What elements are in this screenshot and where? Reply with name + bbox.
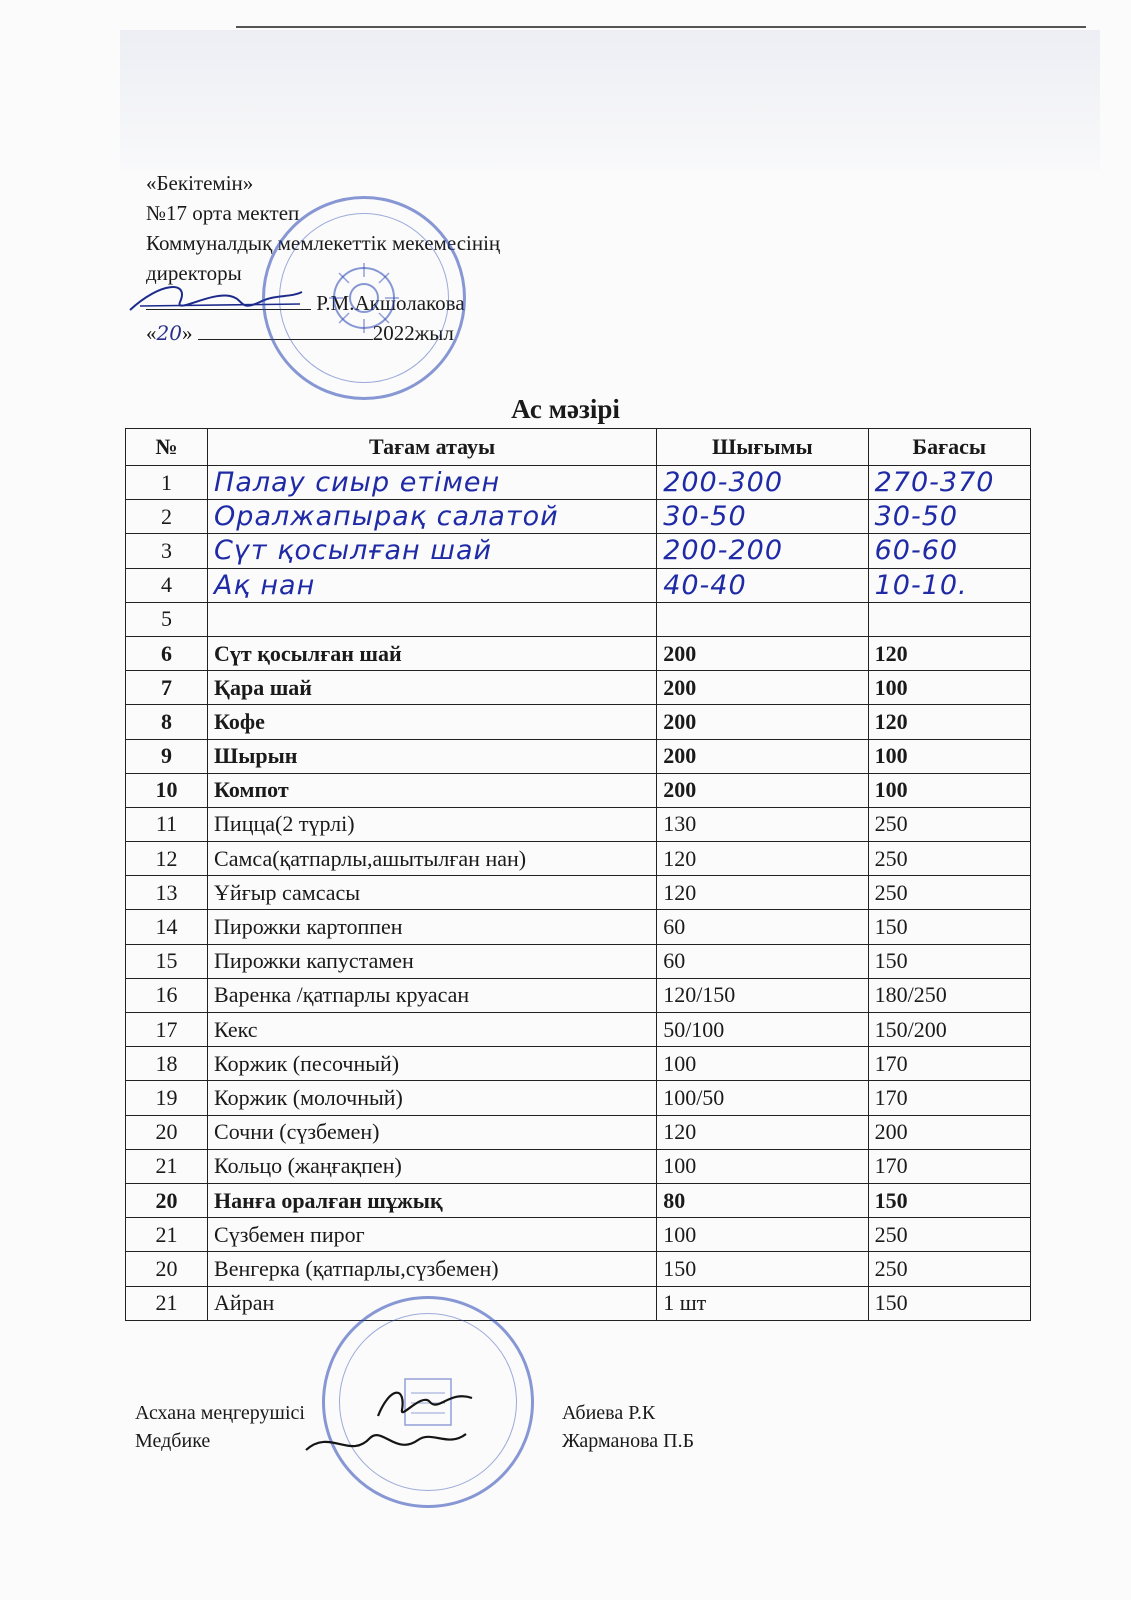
row-yield: 120 bbox=[657, 1115, 868, 1149]
date-day: 20 bbox=[156, 321, 182, 345]
row-dish-name: Кекс bbox=[208, 1013, 657, 1047]
row-dish-name: Оралжапырақ салатой bbox=[208, 500, 657, 534]
row-number: 10 bbox=[126, 773, 208, 807]
row-price: 150 bbox=[868, 944, 1030, 978]
row-price: 100 bbox=[868, 773, 1030, 807]
row-number: 21 bbox=[126, 1218, 208, 1252]
row-dish-name: Компот bbox=[208, 773, 657, 807]
table-row bbox=[126, 1218, 1031, 1252]
row-price: 180/250 bbox=[868, 978, 1030, 1012]
nurse-name: Жарманова П.Б bbox=[562, 1430, 695, 1452]
table-row bbox=[126, 1183, 1031, 1217]
row-number: 11 bbox=[126, 807, 208, 841]
row-price: 170 bbox=[868, 1081, 1030, 1115]
director-position: директоры bbox=[146, 261, 242, 285]
row-yield bbox=[657, 602, 868, 636]
row-number: 15 bbox=[126, 944, 208, 978]
scan-shadow-band bbox=[120, 30, 1100, 170]
row-yield: 120 bbox=[657, 876, 868, 910]
date-quote-close: » bbox=[181, 321, 193, 345]
row-number: 3 bbox=[126, 534, 208, 568]
row-yield: 100 bbox=[657, 1149, 868, 1183]
row-yield: 120/150 bbox=[657, 978, 868, 1012]
row-price bbox=[868, 602, 1030, 636]
row-dish-name: Пирожки картоппен bbox=[208, 910, 657, 944]
table-row bbox=[126, 1286, 1031, 1320]
nurse-signature bbox=[300, 1420, 470, 1465]
row-dish-name: Ұйғыр самсасы bbox=[208, 876, 657, 910]
row-price: 250 bbox=[868, 1252, 1030, 1286]
header-yield: Шығымы bbox=[657, 429, 868, 466]
row-number: 4 bbox=[126, 568, 208, 602]
row-price: 100 bbox=[868, 671, 1030, 705]
canteen-manager-name: Абиева Р.К bbox=[562, 1402, 656, 1424]
row-yield: 200 bbox=[657, 636, 868, 670]
row-yield: 100/50 bbox=[657, 1081, 868, 1115]
table-row bbox=[126, 910, 1031, 944]
row-yield: 1 шт bbox=[657, 1286, 868, 1320]
header-number: № bbox=[126, 429, 208, 466]
canteen-manager-label: Асхана меңгерушісі bbox=[135, 1402, 305, 1424]
row-yield: 30-50 bbox=[657, 500, 868, 534]
row-yield: 100 bbox=[657, 1047, 868, 1081]
row-dish-name: Коржик (песочный) bbox=[208, 1047, 657, 1081]
row-price: 150/200 bbox=[868, 1013, 1030, 1047]
row-price: 250 bbox=[868, 876, 1030, 910]
row-price: 200 bbox=[868, 1115, 1030, 1149]
row-number: 21 bbox=[126, 1149, 208, 1183]
menu-title: Ас мәзірі bbox=[511, 394, 620, 424]
row-yield: 60 bbox=[657, 910, 868, 944]
row-number: 17 bbox=[126, 1013, 208, 1047]
table-row bbox=[126, 534, 1031, 568]
row-dish-name: Кофе bbox=[208, 705, 657, 739]
table-row bbox=[126, 739, 1031, 773]
canteen-manager-signature bbox=[370, 1380, 480, 1425]
approval-title: «Бекітемін» bbox=[146, 171, 254, 195]
date-year: 2022жыл bbox=[372, 321, 454, 345]
row-yield: 80 bbox=[657, 1183, 868, 1217]
row-price: 120 bbox=[868, 636, 1030, 670]
row-number: 19 bbox=[126, 1081, 208, 1115]
table-row bbox=[126, 568, 1031, 602]
table-row bbox=[126, 944, 1031, 978]
row-dish-name: Кольцо (жаңғақпен) bbox=[208, 1149, 657, 1183]
table-row bbox=[126, 466, 1031, 500]
row-number: 9 bbox=[126, 739, 208, 773]
row-price: 30-50 bbox=[868, 500, 1030, 534]
row-yield: 60 bbox=[657, 944, 868, 978]
table-row bbox=[126, 1047, 1031, 1081]
row-price: 250 bbox=[868, 807, 1030, 841]
row-price: 150 bbox=[868, 1183, 1030, 1217]
row-number: 18 bbox=[126, 1047, 208, 1081]
row-yield: 200 bbox=[657, 773, 868, 807]
row-yield: 200-200 bbox=[657, 534, 868, 568]
row-price: 150 bbox=[868, 910, 1030, 944]
row-dish-name: Сүт қосылған шай bbox=[208, 534, 657, 568]
row-number: 12 bbox=[126, 842, 208, 876]
row-price: 60-60 bbox=[868, 534, 1030, 568]
table-header-row bbox=[126, 429, 1031, 466]
row-number: 5 bbox=[126, 602, 208, 636]
row-number: 20 bbox=[126, 1252, 208, 1286]
row-price: 10-10. bbox=[868, 568, 1030, 602]
row-number: 2 bbox=[126, 500, 208, 534]
table-row bbox=[126, 1149, 1031, 1183]
row-number: 21 bbox=[126, 1286, 208, 1320]
date-quote-open: « bbox=[146, 321, 157, 345]
director-name: Р.М.Акшолакова bbox=[316, 291, 465, 315]
row-price: 250 bbox=[868, 842, 1030, 876]
row-yield: 200 bbox=[657, 739, 868, 773]
row-number: 14 bbox=[126, 910, 208, 944]
institution-name: Коммуналдық мемлекеттік мекемесінің bbox=[146, 231, 501, 255]
row-number: 7 bbox=[126, 671, 208, 705]
row-price: 150 bbox=[868, 1286, 1030, 1320]
row-number: 13 bbox=[126, 876, 208, 910]
row-dish-name: Сочни (сүзбемен) bbox=[208, 1115, 657, 1149]
row-number: 20 bbox=[126, 1115, 208, 1149]
table-row bbox=[126, 500, 1031, 534]
row-dish-name: Ақ нан bbox=[208, 568, 657, 602]
row-dish-name: Венгерка (қатпарлы,сүзбемен) bbox=[208, 1252, 657, 1286]
row-price: 170 bbox=[868, 1047, 1030, 1081]
row-yield: 150 bbox=[657, 1252, 868, 1286]
table-row bbox=[126, 602, 1031, 636]
row-dish-name: Пирожки капустамен bbox=[208, 944, 657, 978]
row-number: 8 bbox=[126, 705, 208, 739]
table-row bbox=[126, 705, 1031, 739]
row-yield: 50/100 bbox=[657, 1013, 868, 1047]
row-number: 20 bbox=[126, 1183, 208, 1217]
row-dish-name: Шырын bbox=[208, 739, 657, 773]
table-row bbox=[126, 671, 1031, 705]
row-number: 1 bbox=[126, 466, 208, 500]
row-dish-name: Сүт қосылған шай bbox=[208, 636, 657, 670]
row-price: 100 bbox=[868, 739, 1030, 773]
row-yield: 40-40 bbox=[657, 568, 868, 602]
table-row bbox=[126, 1081, 1031, 1115]
row-yield: 130 bbox=[657, 807, 868, 841]
row-price: 120 bbox=[868, 705, 1030, 739]
row-dish-name: Пицца(2 түрлі) bbox=[208, 807, 657, 841]
row-dish-name: Сүзбемен пирог bbox=[208, 1218, 657, 1252]
row-yield: 200-300 bbox=[657, 466, 868, 500]
school-name: №17 орта мектеп bbox=[146, 201, 300, 225]
table-row bbox=[126, 1013, 1031, 1047]
emblem-icon bbox=[319, 253, 409, 343]
top-rule bbox=[236, 26, 1086, 28]
row-dish-name: Қара шай bbox=[208, 671, 657, 705]
row-price: 170 bbox=[868, 1149, 1030, 1183]
row-yield: 200 bbox=[657, 671, 868, 705]
nurse-label: Медбике bbox=[135, 1430, 211, 1452]
table-row bbox=[126, 1115, 1031, 1149]
row-dish-name: Коржик (молочный) bbox=[208, 1081, 657, 1115]
row-dish-name bbox=[208, 602, 657, 636]
table-row bbox=[126, 773, 1031, 807]
header-price: Бағасы bbox=[868, 429, 1030, 466]
row-yield: 200 bbox=[657, 705, 868, 739]
table-row bbox=[126, 842, 1031, 876]
row-dish-name: Варенка /қатпарлы круасан bbox=[208, 978, 657, 1012]
row-dish-name: Самса(қатпарлы,ашытылған нан) bbox=[208, 842, 657, 876]
table-row bbox=[126, 1252, 1031, 1286]
school-seal-stamp bbox=[262, 196, 466, 400]
table-row bbox=[126, 807, 1031, 841]
row-dish-name: Палау сиыр етімен bbox=[208, 466, 657, 500]
table-row bbox=[126, 876, 1031, 910]
table-row bbox=[126, 978, 1031, 1012]
header-dish-name: Тағам атауы bbox=[208, 429, 657, 466]
menu-table bbox=[125, 428, 1031, 1321]
row-yield: 100 bbox=[657, 1218, 868, 1252]
table-row bbox=[126, 636, 1031, 670]
row-dish-name: Айран bbox=[208, 1286, 657, 1320]
row-price: 270-370 bbox=[868, 466, 1030, 500]
row-dish-name: Нанға оралған шұжық bbox=[208, 1183, 657, 1217]
row-yield: 120 bbox=[657, 842, 868, 876]
row-number: 6 bbox=[126, 636, 208, 670]
row-price: 250 bbox=[868, 1218, 1030, 1252]
row-number: 16 bbox=[126, 978, 208, 1012]
